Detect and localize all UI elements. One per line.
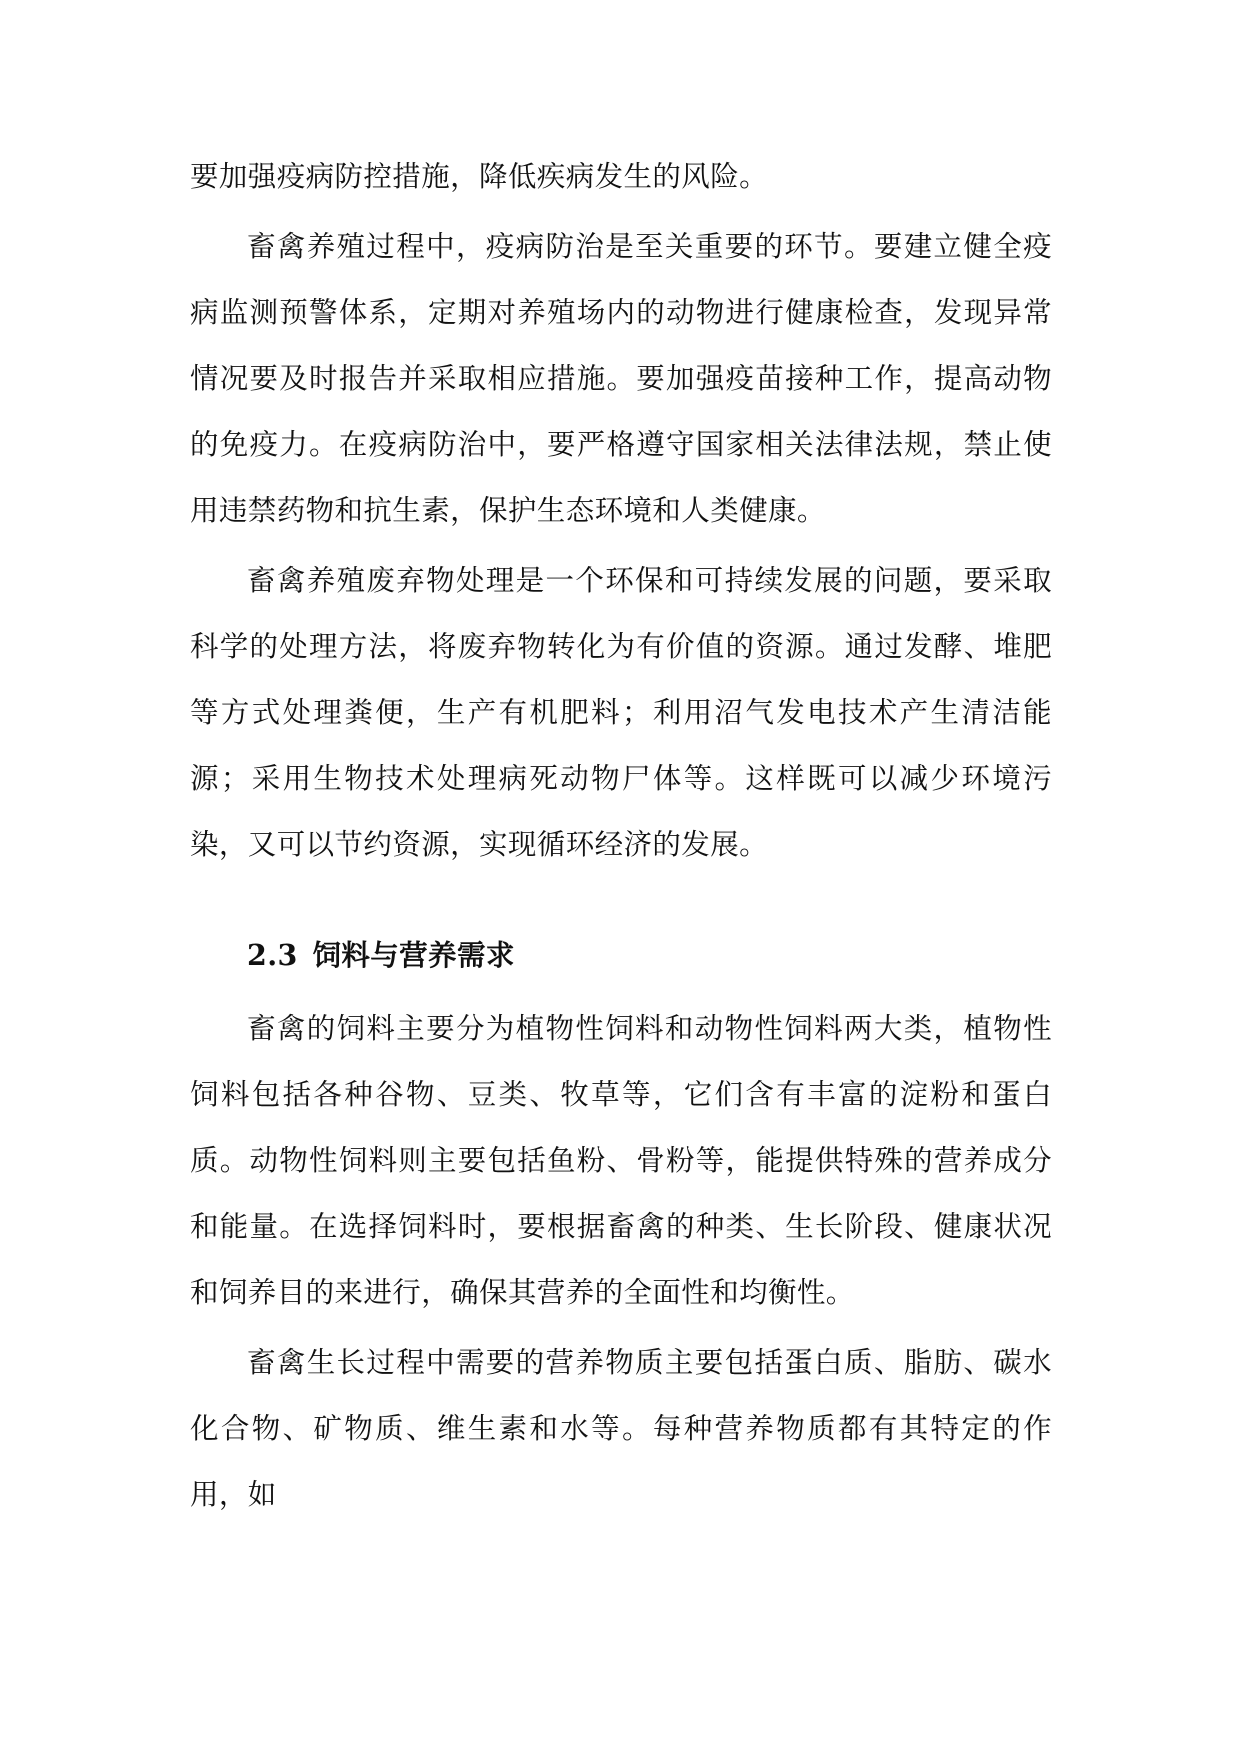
paragraph-continuation: 要加强疫病防控措施，降低疾病发生的风险。 — [190, 160, 769, 193]
paragraph-nutrients: 畜禽生长过程中需要的营养物质主要包括蛋白质、脂肪、碳水化合物、矿物质、维生素和水等。每种营养物质都有其特定的作用，如 — [190, 1346, 1052, 1511]
section-title: 饲料与营养需求 — [312, 938, 515, 972]
paragraph-disease-prevention: 畜禽养殖过程中，疫病防治是至关重要的环节。要建立健全疫病监测预警体系，定期对养殖场内的动物进行健康检查，发现异常情况要及时报告并采取相应措施。要加强疫苗接种工作，提高动物的免疫力。在疫病防治中，要严格遵守国家相关法律法规，禁止使用违禁药物和抗生素，保护生态环境和人类健康。 — [190, 230, 1052, 527]
paragraph-waste-treatment: 畜禽养殖废弃物处理是一个环保和可持续发展的问题，要采取科学的处理方法，将废弃物转化为有价值的资源。通过发酵、堆肥等方式处理粪便，生产有机肥料；利用沼气发电技术产生清洁能源；采用生物技术处理病死动物尸体等。这样既可以减少环境污染，又可以节约资源，实现循环经济的发展。 — [190, 564, 1052, 861]
section-number: 2.3 — [247, 938, 298, 972]
section-heading — [190, 922, 1052, 988]
document-body — [190, 144, 1052, 1528]
paragraph-feed-types: 畜禽的饲料主要分为植物性饲料和动物性饲料两大类，植物性饲料包括各种谷物、豆类、牧草等，它们含有丰富的淀粉和蛋白质。动物性饲料则主要包括鱼粉、骨粉等，能提供特殊的营养成分和能量。在选择饲料时，要根据畜禽的种类、生长阶段、健康状况和饲养目的来进行，确保其营养的全面性和均衡性。 — [190, 1012, 1052, 1309]
